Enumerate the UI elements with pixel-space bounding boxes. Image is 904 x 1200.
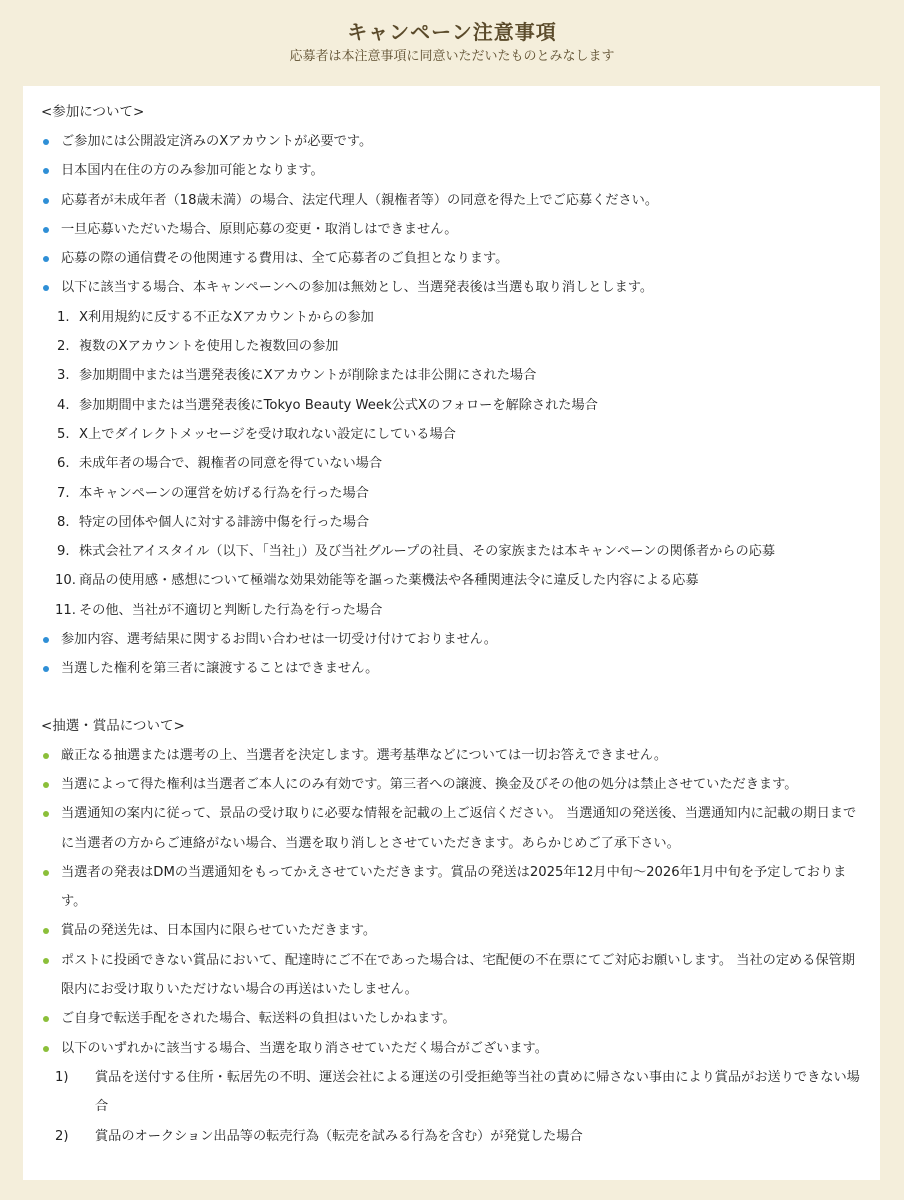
bullet-dot-icon: [43, 928, 49, 934]
list-item: 賞品の発送先は、日本国内に限らせていただきます。: [41, 916, 860, 945]
numbered-item: 2. 複数のXアカウントを使用した複数回の参加: [57, 339, 339, 355]
list-item: 応募者が未成年者（18歳未満）の場合、法定代理人（親権者等）の同意を得た上でご応募ください。: [41, 186, 860, 215]
numbered-item: 8. 特定の団体や個人に対する誹謗中傷を行った場合: [57, 514, 370, 530]
numbered-item: 3. 参加期間中または当選発表後にXアカウントが削除または非公開にされた場合: [57, 368, 537, 384]
bullet-dot-icon: [43, 139, 49, 145]
bullet-dot-icon: [43, 227, 49, 233]
prizes-bullets: [41, 741, 860, 1063]
list-item: 参加内容、選考結果に関するお問い合わせは一切受け付けておりません。: [41, 625, 860, 654]
prizes-heading: <抽選・賞品について>: [41, 717, 185, 734]
numbered-item: 1) 賞品を送付する住所・転居先の不明、運送会社による運送の引受拒絶等当社の責めに帰さない事由により賞品がお送りできない場合: [55, 1069, 860, 1115]
page-title: キャンペーン注意事項: [347, 20, 557, 44]
bullet-dot-icon: [43, 285, 49, 291]
bullet-dot-icon: [43, 782, 49, 788]
bullet-dot-icon: [43, 666, 49, 672]
bullet-dot-icon: [43, 870, 49, 876]
bullet-dot-icon: [43, 168, 49, 174]
participation-bullets-2: [41, 625, 860, 684]
numbered-item: 1. X利用規約に反する不正なXアカウントからの参加: [57, 309, 374, 325]
list-item: ポストに投函できない賞品において、配達時にご不在であった場合は、宅配便の不在票にてご対応お願いします。 当社の定める保管期限内にお受け取りいただけない場合の再送はいたしません。: [41, 946, 860, 1005]
bullet-dot-icon: [43, 637, 49, 643]
list-item: 当選した権利を第三者に譲渡することはできません。: [41, 654, 860, 683]
list-item: ご自身で転送手配をされた場合、転送料の負担はいたしかねます。: [41, 1004, 860, 1033]
bullet-dot-icon: [43, 256, 49, 262]
cancellation-conditions-list: [41, 1063, 860, 1151]
section-spacer: [41, 684, 860, 712]
numbered-item: 7. 本キャンペーンの運営を妨げる行為を行った場合: [57, 485, 369, 501]
list-item: 当選者の発表はDMの当選通知をもってかえさせていただきます。賞品の発送は2025年12月中旬〜2026年1月中旬を予定しております。: [41, 858, 860, 917]
list-item: 厳正なる抽選または選考の上、当選者を決定します。選考基準などについては一切お答えできません。: [41, 741, 860, 770]
list-item: 当選通知の案内に従って、景品の受け取りに必要な情報を記載の上ご返信ください。 当選通知の発送後、当選通知内に記載の期日までに当選者の方からご連絡がない場合、当選を取り消しとさせていただきます。あらかじめご了承下さい。: [41, 799, 860, 858]
list-item: 一旦応募いただいた場合、原則応募の変更・取消しはできません。: [41, 215, 860, 244]
numbered-item: 10. 商品の使用感・感想について極端な効果効能等を謳った薬機法や各種関連法令に違反した内容による応募: [55, 573, 699, 589]
bullet-dot-icon: [43, 1016, 49, 1022]
bullet-dot-icon: [43, 753, 49, 759]
list-item: 当選によって得た権利は当選者ご本人にのみ有効です。第三者への譲渡、換金及びその他の処分は禁止させていただきます。: [41, 770, 860, 799]
numbered-item: 9. 株式会社アイスタイル（以下、「当社」）及び当社グループの社員、その家族または本キャンペーンの関係者からの応募: [57, 544, 776, 560]
page-header: [0, 0, 904, 70]
numbered-item: 4. 参加期間中または当選発表後にTokyo Beauty Week公式Xのフォローを解除された場合: [57, 397, 598, 413]
list-item: ご参加には公開設定済みのXアカウントが必要です。: [41, 127, 860, 156]
participation-bullets: [41, 127, 860, 303]
notice-panel: [23, 86, 880, 1180]
numbered-item: 11. その他、当社が不適切と判断した行為を行った場合: [55, 602, 383, 618]
list-item: 以下のいずれかに該当する場合、当選を取り消させていただく場合がございます。: [41, 1034, 860, 1063]
numbered-item: 5. X上でダイレクトメッセージを受け取れない設定にしている場合: [57, 426, 456, 442]
bullet-dot-icon: [43, 1046, 49, 1052]
participation-heading: <参加について>: [41, 104, 145, 120]
page-subtitle: 応募者は本注意事項に同意いただいたものとみなします: [289, 49, 615, 64]
numbered-item: 6. 未成年者の場合で、親権者の同意を得ていない場合: [57, 456, 383, 472]
prizes-section: [41, 712, 860, 1151]
bullet-dot-icon: [43, 958, 49, 964]
list-item: 応募の際の通信費その他関連する費用は、全て応募者のご負担となります。: [41, 244, 860, 273]
numbered-item: 2) 賞品のオークション出品等の転売行為（転売を試みる行為を含む）が発覚した場合: [55, 1128, 583, 1144]
list-item: 日本国内在住の方のみ参加可能となります。: [41, 156, 860, 185]
invalid-conditions-list: [41, 303, 860, 625]
bullet-dot-icon: [43, 198, 49, 204]
participation-section: [41, 98, 860, 684]
bullet-dot-icon: [43, 811, 49, 817]
list-item: 以下に該当する場合、本キャンペーンへの参加は無効とし、当選発表後は当選も取り消しとします。: [41, 273, 860, 302]
